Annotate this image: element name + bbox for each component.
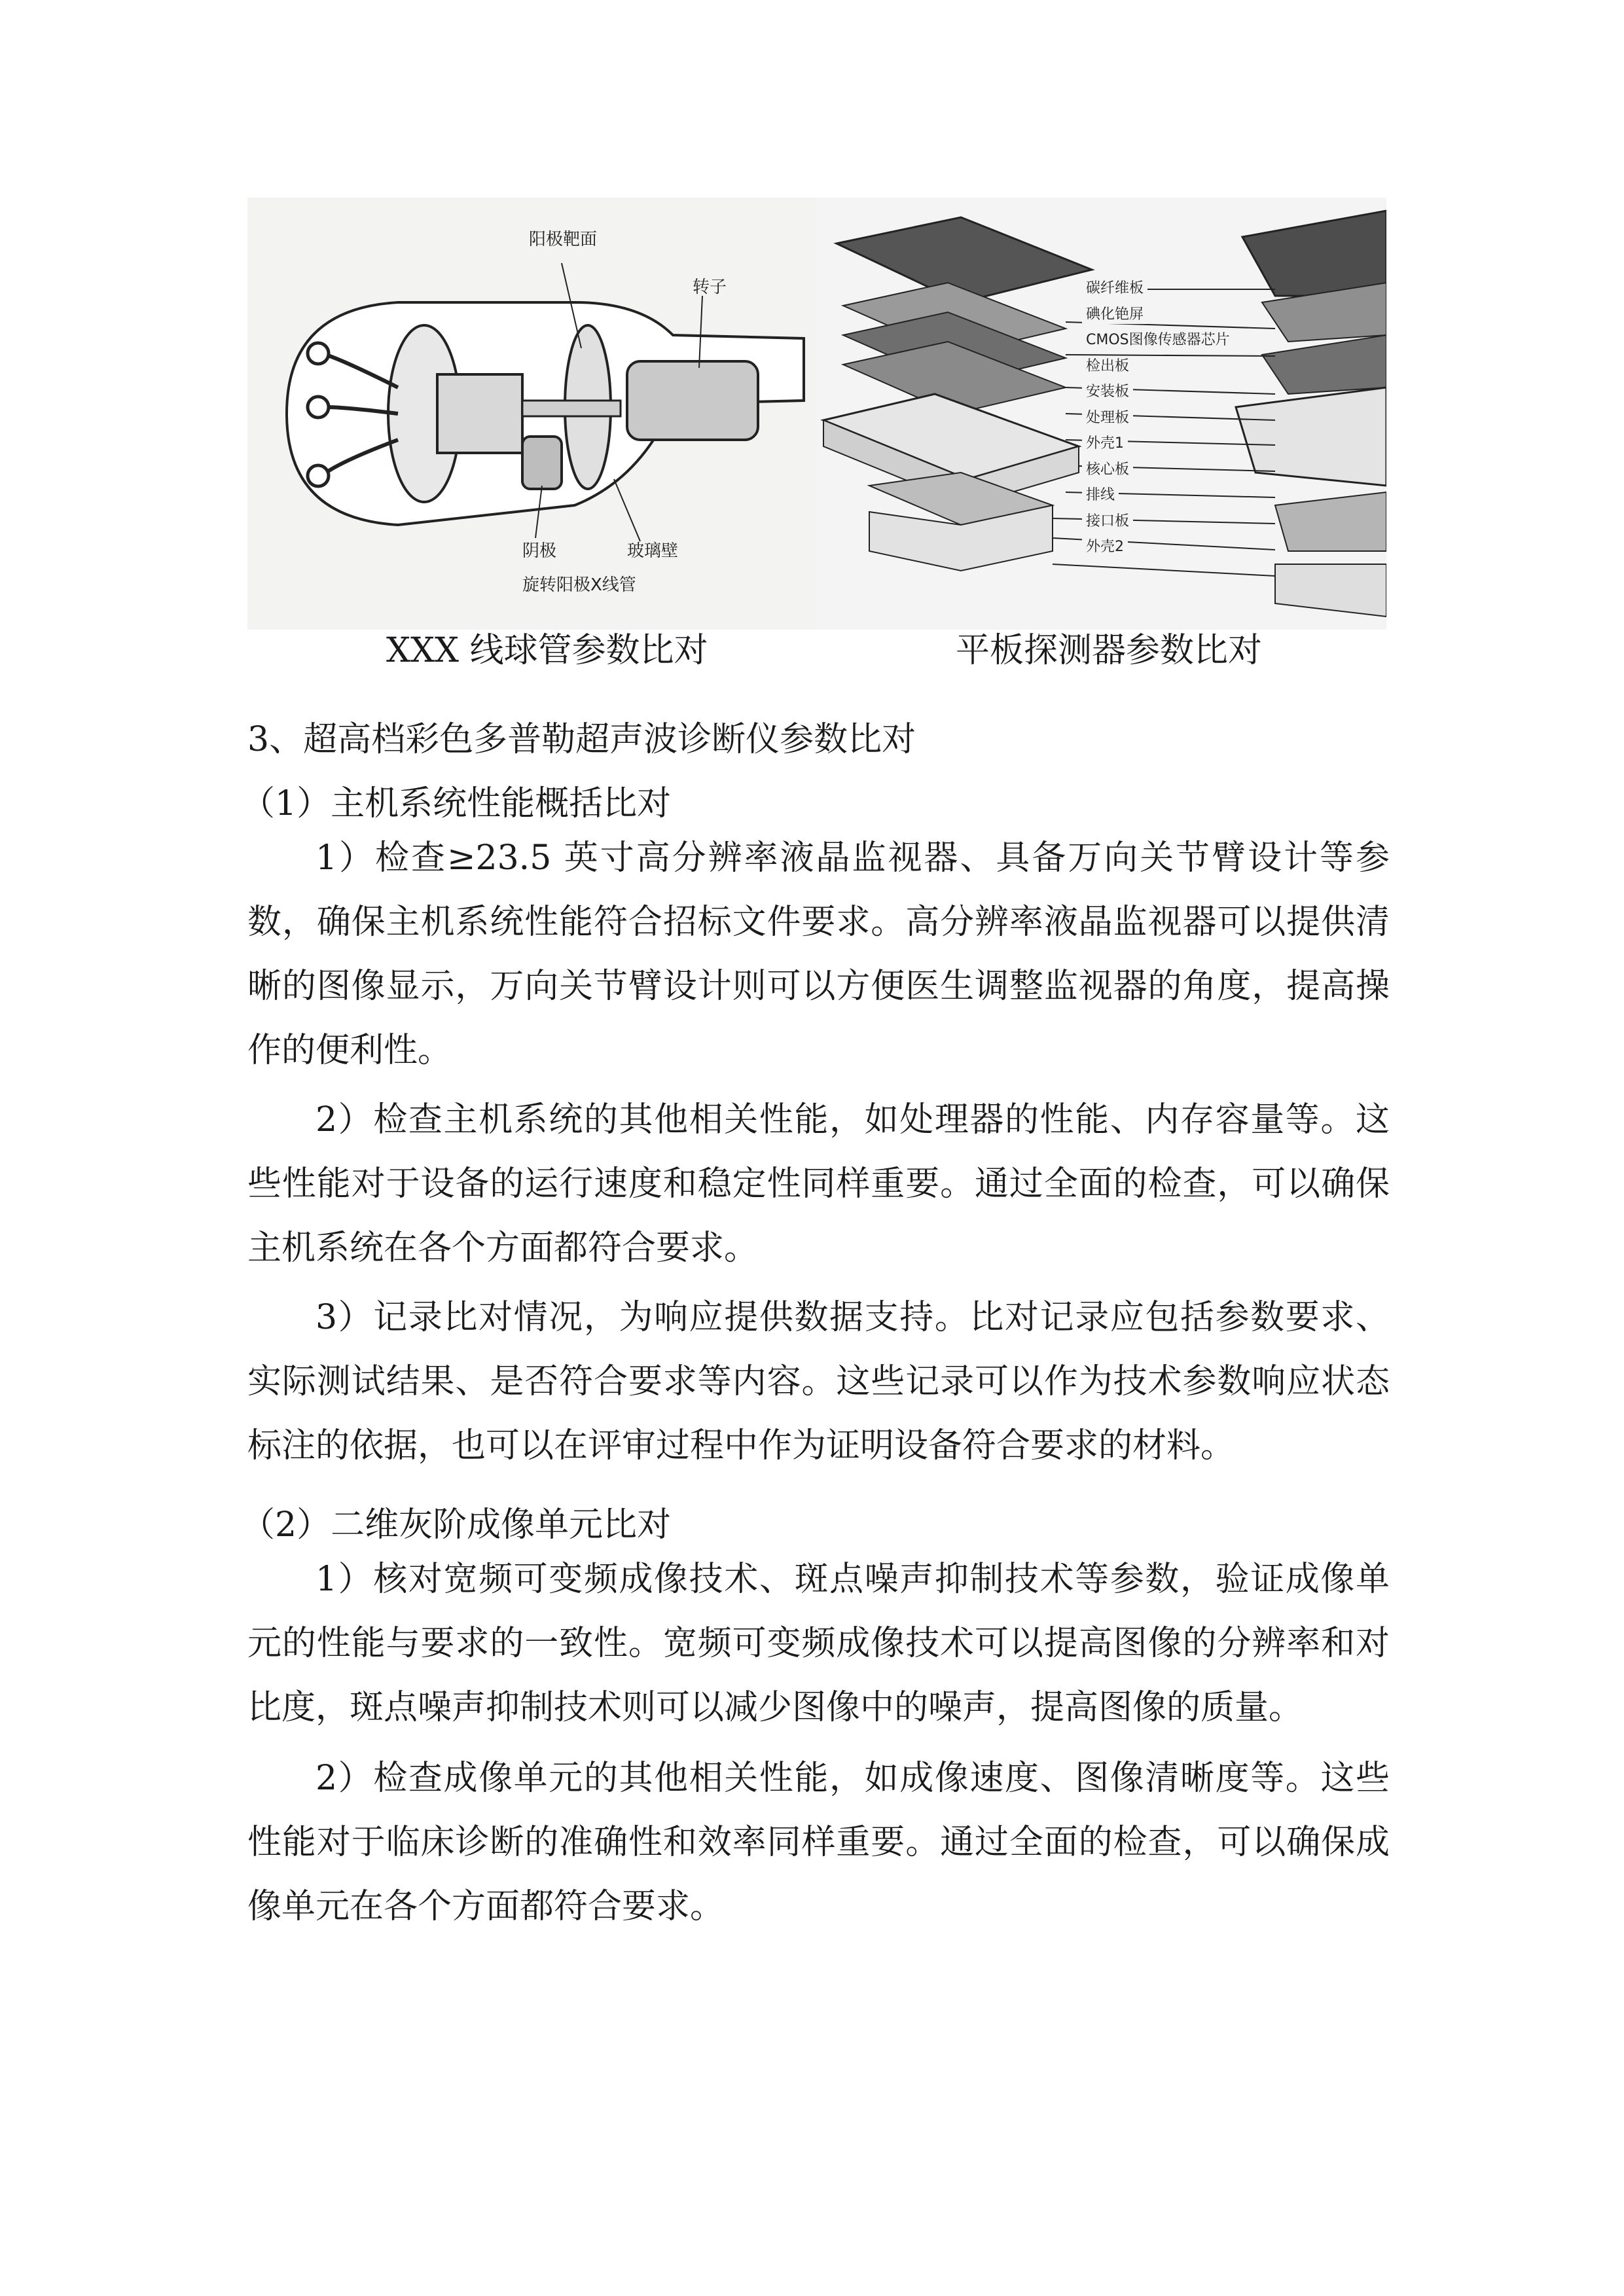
xray-tube-diagram — [247, 198, 817, 630]
layer-label: 安装板 — [1082, 383, 1133, 401]
paragraph: 1）检查≥23.5 英寸高分辨率液晶监视器、具备万向关节臂设计等参数，确保主机系统性能符合招标文件要求。高分辨率液晶监视器可以提供清晰的图像显示，万向关节臂设计则可以方便医生调整监视器的角度，提高操作的便利性。 — [247, 838, 1390, 1070]
layer-label: 碘化铯屏 — [1082, 306, 1147, 324]
paragraph: 3）记录比对情况，为响应提供数据支持。比对记录应包括参数要求、实际测试结果、是否符合要求等内容。这些记录可以作为技术参数响应状态标注的依据，也可以在评审过程中作为证明设备符合要求的材料。 — [247, 1298, 1390, 1465]
label-cathode: 阴极 — [522, 541, 557, 561]
paragraph: 2）检查主机系统的其他相关性能，如处理器的性能、内存容量等。这些性能对于设备的运行速度和稳定性同样重要。通过全面的检查，可以确保主机系统在各个方面都符合要求。 — [247, 1100, 1390, 1268]
paragraph: 2）检查成像单元的其他相关性能，如成像速度、图像清晰度等。这些性能对于临床诊断的准确性和效率同样重要。通过全面的检查，可以确保成像单元在各个方面都符合要求。 — [247, 1759, 1390, 1926]
layer-label: 检出板 — [1082, 357, 1133, 376]
label-rotor: 转子 — [693, 278, 727, 297]
xray-tube-figure — [247, 198, 817, 630]
layer-label: 外壳2 — [1082, 538, 1128, 556]
label-glass-wall: 玻璃壁 — [627, 541, 679, 561]
flat-panel-caption: 平板探测器参数比对 — [956, 631, 1263, 670]
section-title: 3、超高档彩色多普勒超声波诊断仪参数比对 — [247, 720, 916, 759]
layer-label: 外壳1 — [1082, 435, 1128, 453]
label-anode-target: 阳极靶面 — [529, 230, 598, 249]
layer-labels — [817, 198, 1386, 630]
layer-label: 核心板 — [1082, 461, 1133, 479]
layer-label: 碳纤维板 — [1082, 279, 1147, 298]
layer-label: 排线 — [1082, 486, 1119, 505]
xray-tube-caption: XXX 线球管参数比对 — [386, 631, 708, 670]
subsection-2-title: （2）二维灰阶成像单元比对 — [241, 1505, 672, 1545]
layer-label: CMOS图像传感器芯片 — [1082, 331, 1234, 350]
label-tube-name: 旋转阳极X线管 — [522, 575, 636, 595]
layer-label: 处理板 — [1082, 409, 1133, 427]
flat-panel-figure — [817, 198, 1386, 630]
subsection-1-title: （1）主机系统性能概括比对 — [241, 784, 672, 823]
paragraph: 1）核对宽频可变频成像技术、斑点噪声抑制技术等参数，验证成像单元的性能与要求的一致性。宽频可变频成像技术可以提高图像的分辨率和对比度，斑点噪声抑制技术则可以减少图像中的噪声，提高图像的质量。 — [247, 1560, 1390, 1727]
layer-label: 接口板 — [1082, 512, 1133, 531]
